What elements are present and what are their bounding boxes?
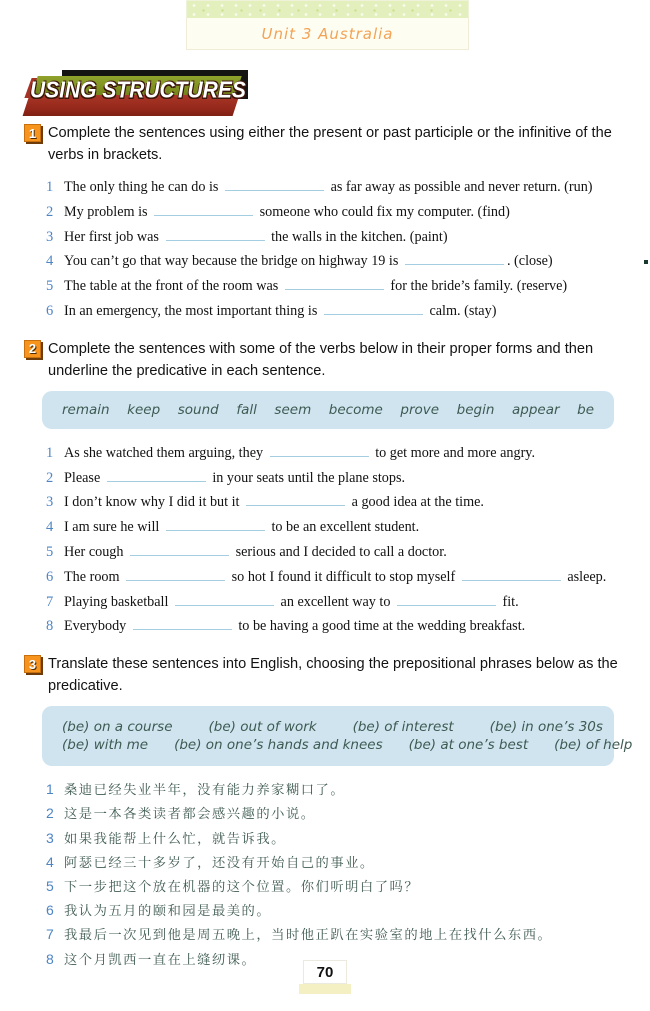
- item-text: Please in your seats until the plane stops.: [64, 469, 406, 486]
- item-text: Her first job was the walls in the kitchen. (paint): [64, 228, 448, 245]
- page-footer: [0, 960, 650, 994]
- exercise-2-sentence-list: [46, 441, 632, 639]
- item-text: In an emergency, the most important thing is calm. (stay): [64, 302, 497, 319]
- sentence-item: [46, 875, 632, 899]
- sentence-item: [46, 274, 632, 299]
- item-number: 3: [46, 494, 54, 511]
- phrase-bank-row-1: [62, 719, 603, 736]
- answer-blank[interactable]: [324, 303, 423, 315]
- word-bank-item: begin: [456, 401, 495, 418]
- item-number: 6: [46, 568, 54, 585]
- item-number: 8: [46, 618, 54, 635]
- sentence-item: [46, 827, 632, 851]
- phrase-bank-item: (be) of interest: [352, 719, 454, 736]
- verb-word-bank: [42, 391, 614, 429]
- item-text: 桑迪已经失业半年，没有能力养家糊口了。: [64, 783, 346, 799]
- unit-banner: [186, 0, 469, 50]
- item-text: I don’t know why I did it but it a good idea at the time.: [64, 494, 484, 511]
- sentence-item: [46, 466, 632, 491]
- page-number: 70: [303, 960, 347, 984]
- answer-blank[interactable]: [270, 445, 369, 457]
- item-number: 1: [46, 179, 54, 195]
- sentence-item: [46, 590, 632, 615]
- item-number: 2: [46, 805, 54, 822]
- exercise-1-number-badge: 1: [24, 124, 41, 142]
- exercise-1-instruction: Complete the sentences using either the present or past participle or the infinitive of the verbs in brackets.: [48, 125, 612, 163]
- sentence-item: [46, 923, 632, 947]
- word-bank-item: keep: [127, 401, 161, 418]
- item-text: Playing basketball an excellent way to fit.: [64, 593, 519, 610]
- answer-blank[interactable]: [126, 569, 225, 581]
- phrase-bank-row-2: [62, 737, 633, 754]
- item-text: 下一步把这个放在机器的这个位置。你们听明白了吗？: [64, 879, 420, 895]
- word-bank-item: prove: [400, 401, 440, 418]
- item-number: 7: [46, 926, 54, 943]
- banner-artwork: [186, 0, 469, 18]
- item-text: 阿瑟已经三十多岁了，还没有开始自己的事业。: [64, 855, 375, 871]
- answer-blank[interactable]: [133, 618, 232, 630]
- item-number: 7: [46, 593, 54, 610]
- answer-blank[interactable]: [154, 204, 253, 216]
- item-number: 2: [46, 203, 54, 220]
- word-bank-item: remain: [62, 401, 110, 418]
- word-bank-item: seem: [274, 401, 312, 418]
- section-logo: [22, 70, 262, 120]
- phrase-bank-item: (be) on a course: [62, 719, 173, 736]
- answer-blank[interactable]: [246, 494, 345, 506]
- sentence-item: [46, 851, 632, 875]
- sentence-item: [46, 614, 632, 639]
- item-number: 2: [46, 469, 54, 486]
- print-artifact-dot: [644, 260, 648, 264]
- exercise-2-number-badge: 2: [24, 340, 41, 358]
- item-number: 8: [46, 950, 54, 967]
- exercise-3-sentence-list: [46, 778, 632, 972]
- sentence-item: [46, 802, 632, 826]
- unit-title: Unit 3 Australia: [186, 18, 469, 50]
- page-number-highlight-bar: [299, 984, 351, 994]
- item-text: Her cough serious and I decided to call a doctor.: [64, 543, 447, 560]
- sentence-item: [46, 225, 632, 250]
- word-bank-item: be: [577, 401, 594, 418]
- answer-blank[interactable]: [175, 594, 274, 606]
- item-number: 3: [46, 228, 54, 245]
- sentence-item: [46, 175, 632, 200]
- phrase-bank-item: (be) in one’s 30s: [489, 719, 603, 736]
- phrase-bank: [42, 706, 633, 766]
- sentence-item: [46, 778, 632, 802]
- item-text: You can’t go that way because the bridge on highway 19 is . (close): [64, 253, 553, 270]
- item-text: 我最后一次见到他是周五晚上，当时他正趴在实验室的地上在找什么东西。: [64, 928, 553, 944]
- phrase-bank-item: (be) of help: [554, 737, 633, 754]
- exercise-1-header: [24, 122, 632, 166]
- answer-blank[interactable]: [166, 519, 265, 531]
- exercise-2: [24, 338, 632, 639]
- exercise-1-sentence-list: [46, 175, 632, 324]
- item-text: The table at the front of the room was for the bride’s family. (reserve): [64, 278, 568, 295]
- phrase-bank-item: (be) with me: [62, 737, 149, 754]
- answer-blank[interactable]: [285, 278, 384, 290]
- word-bank-item: fall: [236, 401, 257, 418]
- exercise-3-header: [24, 653, 632, 697]
- item-text: The only thing he can do is as far away as possible and never return. (run): [64, 179, 593, 195]
- item-number: 3: [46, 829, 54, 846]
- sentence-item: [46, 540, 632, 565]
- sentence-item: [46, 565, 632, 590]
- answer-blank[interactable]: [107, 470, 206, 482]
- phrase-bank-item: (be) out of work: [208, 719, 317, 736]
- exercise-1: [24, 122, 632, 324]
- answer-blank[interactable]: [405, 253, 504, 265]
- exercise-3-instruction: Translate these sentences into English, choosing the prepositional phrases below as the predicative.: [48, 656, 618, 695]
- word-bank-item: sound: [177, 401, 219, 418]
- sentence-item: [46, 490, 632, 515]
- answer-blank[interactable]: [166, 229, 265, 241]
- sentence-item: [46, 899, 632, 923]
- exercise-3: [24, 653, 632, 972]
- word-bank-item: become: [328, 401, 383, 418]
- item-number: 5: [46, 543, 54, 560]
- item-number: 5: [46, 278, 54, 295]
- item-number: 4: [46, 853, 54, 870]
- sentence-item: [46, 515, 632, 540]
- sentence-item: [46, 441, 632, 466]
- item-text: The room so hot I found it difficult to stop myself asleep.: [64, 568, 607, 585]
- item-number: 6: [46, 302, 54, 319]
- word-bank-item: appear: [512, 401, 560, 418]
- item-text: As she watched them arguing, they to get more and more angry.: [64, 444, 536, 461]
- item-text: 这是一本各类读者都会感兴趣的小说。: [64, 807, 316, 823]
- item-number: 1: [46, 781, 54, 798]
- item-text: 如果我能帮上什么忙，就告诉我。: [64, 831, 286, 847]
- item-text: My problem is someone who could fix my computer. (find): [64, 203, 510, 220]
- sentence-item: [46, 249, 632, 274]
- exercise-3-number-badge: 3: [24, 655, 41, 673]
- item-number: 4: [46, 519, 54, 536]
- item-text: Everybody to be having a good time at the wedding breakfast.: [64, 618, 526, 635]
- phrase-bank-item: (be) at one’s best: [408, 737, 529, 754]
- sentence-item: [46, 299, 632, 324]
- answer-blank[interactable]: [130, 544, 229, 556]
- item-text: I am sure he will to be an excellent student.: [64, 519, 420, 536]
- section-title: USING STRUCTURES: [30, 77, 246, 104]
- exercise-2-instruction: Complete the sentences with some of the verbs below in their proper forms and then underline the predicative in each sentence.: [48, 340, 594, 379]
- item-number: 6: [46, 902, 54, 919]
- answer-blank[interactable]: [462, 569, 561, 581]
- answer-blank[interactable]: [225, 179, 324, 191]
- answer-blank[interactable]: [397, 594, 496, 606]
- item-number: 1: [46, 444, 54, 461]
- exercise-2-header: [24, 338, 632, 382]
- item-number: 4: [46, 253, 54, 270]
- sentence-item: [46, 200, 632, 225]
- phrase-bank-item: (be) on one’s hands and knees: [174, 737, 383, 754]
- page-content: [24, 122, 632, 986]
- item-number: 5: [46, 877, 54, 894]
- item-text: 我认为五月的颐和园是最美的。: [64, 904, 272, 920]
- item-text: 这个月凯西一直在上缝纫课。: [64, 952, 257, 968]
